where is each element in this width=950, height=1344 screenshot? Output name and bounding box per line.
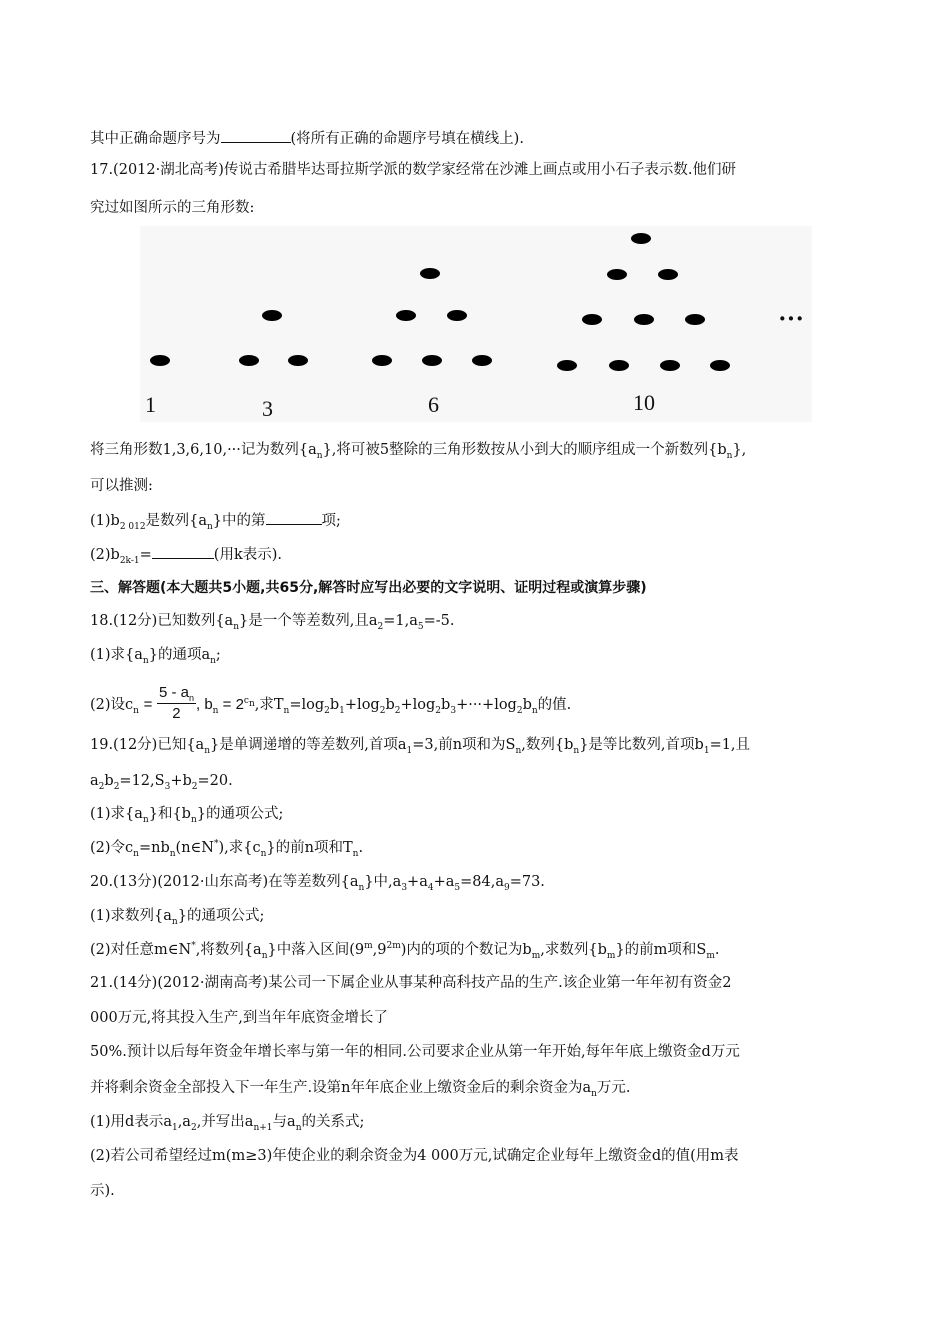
q20-part1: (1)求数列$\{a_n\}$的通项公式; <box>90 908 265 927</box>
q17-p2-b: = <box>139 547 152 563</box>
dot <box>372 355 392 366</box>
dot <box>660 360 680 371</box>
section-heading: 三、解答题(本大题共5小题,共65分,解答时应写出必要的文字说明、证明过程或演算步骤) <box>90 580 647 596</box>
dot <box>658 269 678 280</box>
label-6: 6 <box>428 392 439 417</box>
q18-p2-c: = 2 <box>218 696 244 713</box>
q17-p1-d: 项; <box>321 513 341 529</box>
label-10: 10 <box>633 390 655 415</box>
dot <box>631 233 651 244</box>
q19-line2: $a_2b_2=12,S_3+b_2=20$. <box>90 773 233 792</box>
q21-line1: 21.(14分)(2012·湖南高考)某公司一下属企业从事某种高科技产品的生产.该企业第一年年初有资金2 <box>90 975 732 991</box>
q21-part2b: 示). <box>90 1183 115 1199</box>
q17-line1: 17.(2012·湖北高考)传说古希腊毕达哥拉斯学派的数学家经常在沙滩上画点或用小石子表示数.他们研 <box>90 162 736 178</box>
answer-blank[interactable] <box>266 510 322 525</box>
q17-p1-b: 是数列{a <box>145 513 207 529</box>
dot <box>447 310 467 321</box>
q17-p1-a: (1)b <box>90 513 120 529</box>
dot <box>557 360 577 371</box>
dot <box>288 355 308 366</box>
q17-p2-a: (2)b <box>90 547 120 563</box>
q17-line3: 将三角形数1,3,6,10,···记为数列$\{a_n\}$,将可被5整除的三角形数按从小到大的顺序组成一个新数列$\{b_n\}$, <box>90 442 747 461</box>
dot <box>472 355 492 366</box>
label-1: 1 <box>145 392 156 417</box>
label-3: 3 <box>262 396 273 421</box>
intro-tail: (将所有正确的命题序号填在横线上). <box>290 131 524 147</box>
q17-p1-c: }中的第 <box>212 513 266 529</box>
intro-line <box>90 128 524 149</box>
q18-line1: 18.(12分)已知数列$\{a_n\}$是一个等差数列,且$a_2=1,a_5=-5$. <box>90 613 455 632</box>
q18-part1: (1)求$\{a_n\}$的通项$a_n$; <box>90 647 221 666</box>
dot <box>710 360 730 371</box>
fraction-denominator: 2 <box>172 704 181 722</box>
dot <box>685 314 705 325</box>
dot <box>609 360 629 371</box>
q21-line4: 并将剩余资金全部投入下一年生产.设第n年年底企业上缴资金后的剩余资金为$a_n$万元. <box>90 1080 631 1099</box>
dot <box>396 310 416 321</box>
dot <box>422 355 442 366</box>
q20-line1: 20.(13分)(2012·山东高考)在等差数列$\{a_n\}$中$,a_3+a_4+a_5=84,a_9=73$. <box>90 874 545 893</box>
ellipsis: ··· <box>778 304 805 333</box>
q20-part2: (2)对任意m∈N*,将数列$\{a_n\}$中落入区间$(9^m,9^{2m})$内的项的个数记为$b_m$,求数列$\{b_m\}$的前m项和$S_m$. <box>90 941 720 961</box>
q17-line3-c: }, <box>732 442 747 458</box>
dot <box>582 314 602 325</box>
q17-part1: $(1)b_{2 012}$是数列$\{a_n\}$中的第 项; <box>90 510 341 531</box>
q17-line2: 究过如图所示的三角形数: <box>90 200 255 216</box>
fraction <box>157 683 196 724</box>
frac-top: 5 - a <box>158 683 189 701</box>
q17-line4: 可以推测: <box>90 478 153 494</box>
q17-p2-sub: 2k-1 <box>119 555 140 566</box>
intro-text: 其中正确命题序号为 <box>90 131 221 147</box>
dot <box>150 355 170 366</box>
q17-p1-sub: 2 012 <box>119 521 146 532</box>
q18-p2-d: ,求T <box>254 697 284 713</box>
q21-part1: (1)用d表示$a_1,a_2$,并写出$a_{n+1}$与$a_n$的关系式; <box>90 1114 365 1133</box>
q17-line3-a: 将三角形数1,3,6,10,···记为数列{a <box>90 442 317 458</box>
fraction-numerator: $5 - a_n$ <box>158 683 194 703</box>
q21-line2: 000万元,将其投入生产,到当年年底资金增长了 <box>90 1010 388 1026</box>
q19-line1: 19.(12分)已知$\{a_n\}$是单调递增的等差数列,首项$a_1=3$,前n项和为$S_n$,数列$\{b_n\}$是等比数列,首项$b_1=1$,且 <box>90 737 751 756</box>
answer-blank[interactable] <box>152 544 214 559</box>
q17-part2 <box>90 544 282 565</box>
q19-part1: (1)求$\{a_n\}$和$\{b_n\}$的通项公式; <box>90 806 284 825</box>
q21-line3: 50%.预计以后每年资金年增长率与第一年的相同.公司要求企业从第一年开始,每年年底上缴资金d万元 <box>90 1044 740 1060</box>
answer-blank[interactable] <box>221 128 291 143</box>
dot <box>262 310 282 321</box>
triangular-numbers-figure <box>140 226 812 422</box>
q21-part2a: (2)若公司希望经过m(m≥3)年使企业的剩余资金为4 000万元,试确定企业每年上缴资金d的值(用m表 <box>90 1148 739 1164</box>
dot <box>239 355 259 366</box>
dot <box>607 269 627 280</box>
q19-part2: (2)令$c_n=nb_n(n\in N^*)$,求$\{c_n\}$的前n项和$T_n$. <box>90 839 364 859</box>
q17-line3-b: },将可被5整除的三角形数按从小到大的顺序组成一个新数列{b <box>322 442 727 458</box>
q17-p2-c: (用k表示). <box>213 547 282 563</box>
q18-p2-b: , b <box>195 696 213 713</box>
dot <box>634 314 654 325</box>
dot <box>420 268 440 279</box>
q18-p2-a: (2)设c <box>90 697 134 713</box>
q18-part2: (2)设$c_n$ = $\frac{5 - a_n}{2}$ , $b_n = 2^{c_n}$,求$T_n=\log_2b_1+\log_2b_2+\log_2b_3+\cdot\cdot\cdot+\log_2b_n$的值. <box>90 683 572 722</box>
